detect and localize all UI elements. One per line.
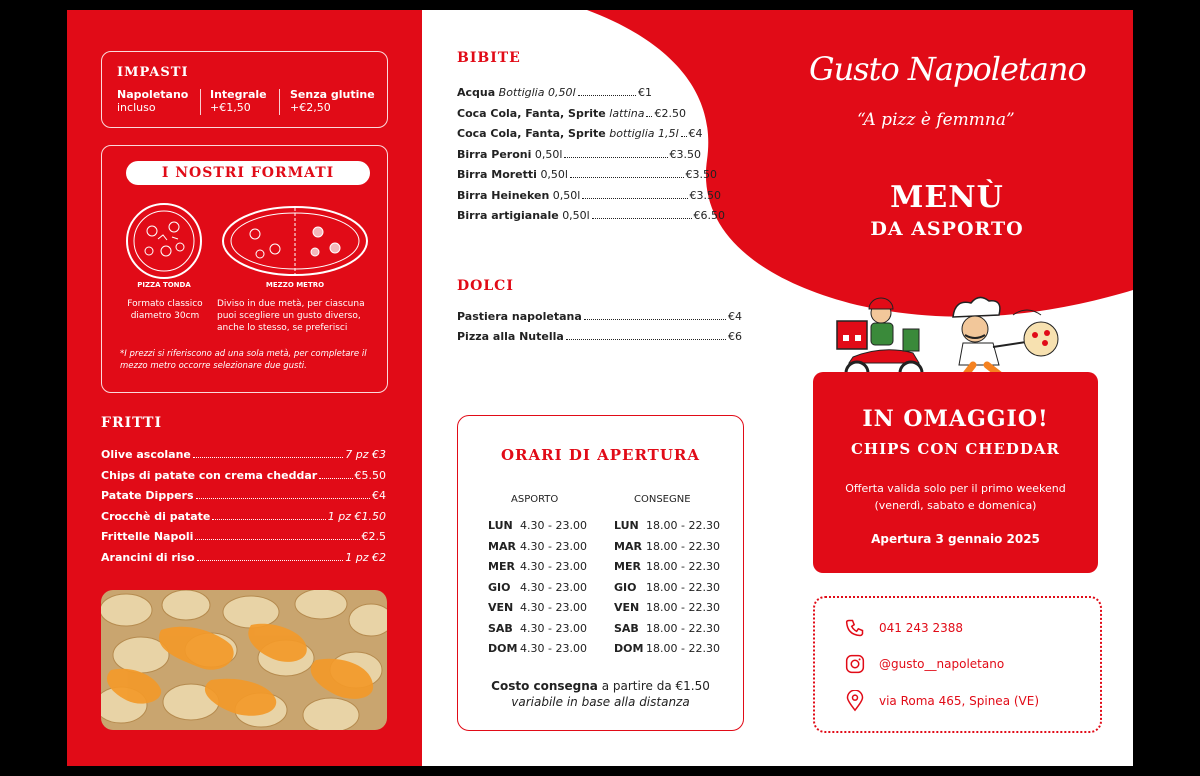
asporto-day: GIO 4.30 - 23.00	[488, 581, 587, 594]
costo-consegna: Costo consegna a partire da €1.50 variabile in base alla distanza	[491, 679, 710, 709]
formati-title: I NOSTRI FORMATI	[126, 161, 370, 185]
location-pin-icon	[845, 690, 865, 712]
list-item: Olive ascolane 7 pz €3	[101, 448, 386, 461]
consegne-day: DOM 18.00 - 22.30	[614, 642, 720, 655]
instagram-icon	[845, 654, 865, 674]
list-item: Frittelle Napoli €2.5	[101, 530, 386, 543]
mezzo-metro-label: MEZZO METRO	[265, 281, 325, 289]
pizza-mezzo-metro-icon	[220, 204, 370, 278]
orari-title: ORARI DI APERTURA	[500, 446, 701, 464]
brand-motto: “A pizz è femmna”	[857, 110, 1015, 130]
list-item: Acqua Bottiglia 0,50l €1	[457, 86, 652, 99]
consegne-day: MER 18.00 - 22.30	[614, 560, 720, 573]
apertura-date: Apertura 3 gennaio 2025	[871, 532, 1040, 546]
asporto-header: ASPORTO	[511, 494, 559, 505]
menu-subtitle: DA ASPORTO	[870, 218, 1024, 240]
pizza-tonda-label: PIZZA TONDA	[137, 281, 191, 289]
chips-cheddar-photo	[101, 590, 387, 730]
asporto-day: LUN 4.30 - 23.00	[488, 519, 587, 532]
fritti-title: FRITTI	[101, 415, 163, 431]
omaggio-title: IN OMAGGIO!	[862, 406, 1049, 432]
asporto-day: DOM 4.30 - 23.00	[488, 642, 587, 655]
list-item: Coca Cola, Fanta, Sprite lattina €2.50	[457, 107, 686, 120]
brand-name: Gusto Napoletano	[809, 50, 1086, 88]
list-item: Coca Cola, Fanta, Sprite bottiglia 1,5l €4	[457, 127, 703, 140]
impasto-item: Integrale +€1,50	[210, 88, 267, 114]
list-item: Birra Heineken 0,50l €3.50	[457, 189, 721, 202]
pizza-tonda-icon	[124, 201, 204, 281]
impasti-title: IMPASTI	[117, 65, 189, 80]
consegne-day: SAB 18.00 - 22.30	[614, 622, 720, 635]
omaggio-box	[813, 372, 1098, 573]
consegne-day: LUN 18.00 - 22.30	[614, 519, 720, 532]
phone-icon	[845, 618, 865, 638]
asporto-day: SAB 4.30 - 23.00	[488, 622, 587, 635]
impasto-item: Napoletano incluso	[117, 88, 189, 114]
pizza-tonda-desc: Formato classico diametro 30cm	[127, 299, 203, 321]
asporto-day: VEN 4.30 - 23.00	[488, 601, 587, 614]
impasto-item: Senza glutine +€2,50	[290, 88, 375, 114]
phone-line[interactable]: 041 243 2388	[845, 618, 963, 638]
consegne-day: VEN 18.00 - 22.30	[614, 601, 720, 614]
list-item: Patate Dippers €4	[101, 489, 386, 502]
asporto-day: MAR 4.30 - 23.00	[488, 540, 587, 553]
list-item: Crocchè di patate 1 pz €1.50	[101, 510, 386, 523]
address-line[interactable]: via Roma 465, Spinea (VE)	[845, 690, 1039, 712]
list-item: Birra Moretti 0,50l €3.50	[457, 168, 717, 181]
list-item: Arancini di riso 1 pz €2	[101, 551, 386, 564]
list-item: Chips di patate con crema cheddar €5.50	[101, 469, 386, 482]
bibite-title: BIBITE	[457, 50, 521, 66]
instagram-line[interactable]: @gusto__napoletano	[845, 654, 1004, 674]
list-item: Birra Peroni 0,50l €3.50	[457, 148, 701, 161]
contatti-box	[813, 596, 1102, 733]
dolci-title: DOLCI	[457, 278, 514, 294]
mezzo-metro-desc: Diviso in due metà, per ciascuna puoi scegliere un gusto diverso, anche lo stesso, se preferisci	[217, 299, 365, 333]
consegne-header: CONSEGNE	[634, 494, 691, 505]
asporto-day: MER 4.30 - 23.00	[488, 560, 587, 573]
orari-box	[457, 415, 744, 731]
list-item: Pizza alla Nutella €6	[457, 330, 742, 343]
consegne-day: GIO 18.00 - 22.30	[614, 581, 720, 594]
menu-title: MENÙ	[890, 180, 1004, 215]
formati-note: *I prezzi si riferiscono ad una sola metà, per completare il mezzo metro occorre selezionare due gusti.	[120, 349, 367, 371]
formati-box	[101, 145, 388, 393]
omaggio-subtitle: CHIPS CON CHEDDAR	[850, 440, 1061, 458]
menu-brochure	[67, 10, 1133, 766]
left-panel	[67, 10, 422, 766]
consegne-day: MAR 18.00 - 22.30	[614, 540, 720, 553]
impasti-box	[101, 51, 388, 128]
omaggio-text: Offerta valida solo per il primo weekend (venerdì, sabato e domenica)	[845, 482, 1066, 512]
list-item: Birra artigianale 0,50l €6.50	[457, 209, 725, 222]
list-item: Pastiera napoletana €4	[457, 310, 742, 323]
